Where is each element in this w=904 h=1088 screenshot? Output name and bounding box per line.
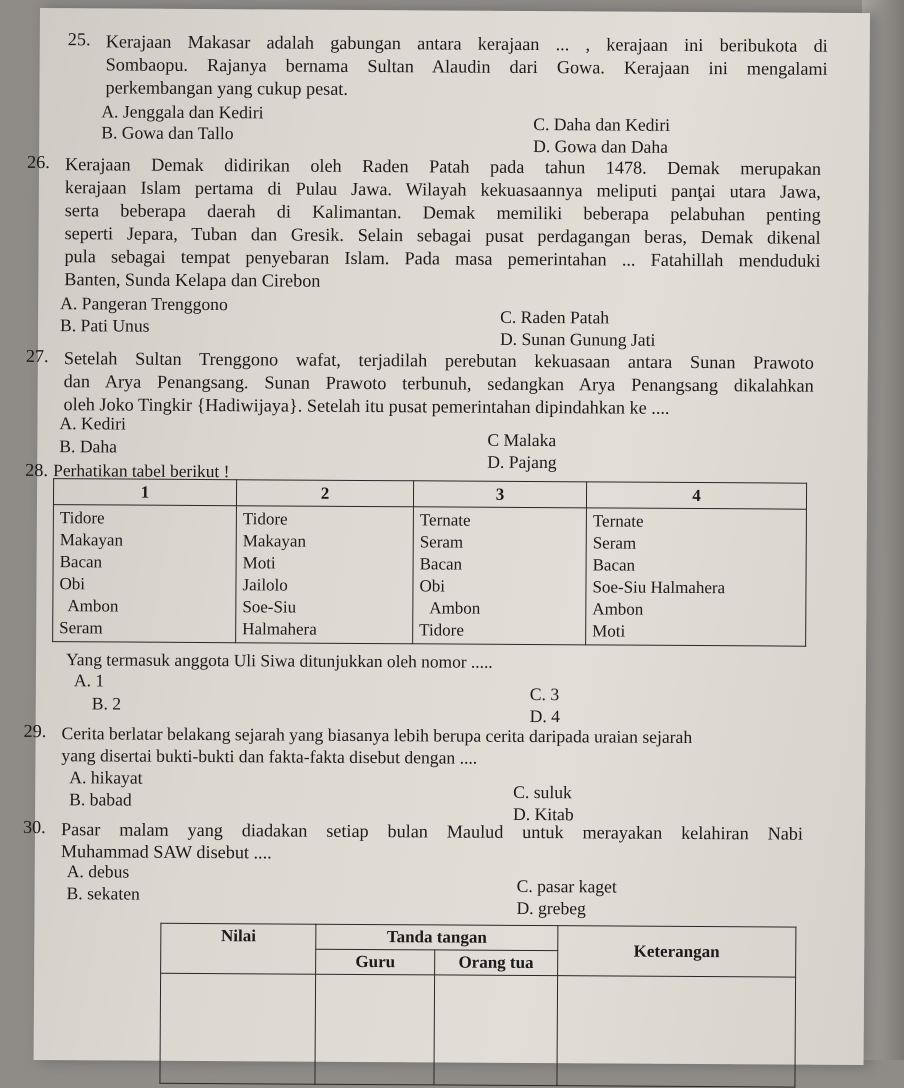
col4-item: Bacan — [592, 555, 636, 575]
q25-number: 25. — [67, 29, 91, 50]
q25-option-c[interactable]: C. Daha dan Kediri — [533, 114, 671, 135]
q30-option-b[interactable]: B. sekaten — [66, 883, 140, 904]
col2-item: Makayan — [242, 531, 307, 551]
col2-item: Jailolo — [242, 575, 288, 595]
q30-line-1: Pasar malam yang diadakan setiap bulan Maulud untuk merayakan kelahiran Nabi — [60, 819, 804, 844]
q27-option-d[interactable]: D. Pajang — [487, 451, 557, 473]
q26-option-a[interactable]: A. Pangeran Trenggono — [60, 293, 228, 315]
score-nilai-header: Nilai — [161, 923, 317, 974]
col3-item: Obi — [419, 576, 446, 596]
q28-option-b[interactable]: B. 2 — [91, 693, 122, 714]
q29-option-b[interactable]: B. babad — [69, 789, 132, 810]
q25-line-2: Sombaopu. Rajanya bernama Sultan Alaudin dari Gowa. Kerajaan ini mengalami — [105, 54, 828, 79]
col4-item: Ambon — [592, 599, 644, 619]
table-column-2 — [236, 506, 414, 644]
q26-option-b[interactable]: B. Pati Unus — [60, 315, 150, 336]
score-orangtua-cell[interactable] — [434, 975, 557, 1086]
q26-number: 26. — [26, 151, 50, 173]
col3-item: Ambon — [429, 598, 481, 618]
q26-option-d[interactable]: D. Sunan Gunung Jati — [499, 328, 656, 350]
table-header-3: 3 — [413, 481, 586, 508]
col4-item: Seram — [592, 533, 637, 553]
col1-item: Obi — [59, 574, 86, 594]
q28-option-a[interactable]: A. 1 — [73, 670, 105, 691]
table-header-1: 1 — [53, 479, 236, 506]
q28-option-c[interactable]: C. 3 — [529, 684, 560, 705]
q30-line-2: Muhammad SAW disebut .... — [60, 841, 272, 863]
col3-item: Tidore — [419, 620, 464, 640]
col1-item: Makayan — [59, 530, 124, 550]
score-keterangan-header: Keterangan — [557, 926, 796, 977]
score-signature-header: Tanda tangan — [316, 924, 558, 950]
q26-line-6: Banten, Sunda Kelapa dan Cirebon — [64, 269, 321, 291]
q29-option-d[interactable]: D. Kitab — [513, 803, 574, 825]
q26-line-2: kerajaan Islam pertama di Pulau Jawa. Wilayah kekuasaannya meliputi panţai utara Jawa, — [64, 177, 821, 202]
col4-item: Soe-Siu Halmahera — [592, 577, 726, 598]
q25-option-d[interactable]: D. Gowa dan Daha — [533, 136, 669, 157]
col4-item: Ternate — [592, 511, 644, 531]
q25-line-1: Kerajaan Makasar adalah gabungan antara kerajaan ... , kerajaan ini beribukota di — [105, 31, 828, 56]
score-guru-header: Guru — [316, 949, 435, 975]
score-orangtua-header: Orang tua — [435, 950, 558, 976]
col1-item: Tidore — [59, 508, 105, 528]
col2-item: Tidore — [242, 509, 288, 529]
q27-number: 27. — [25, 345, 49, 367]
q26-line-5: pula sebagai tempat penyebaran Islam. Pada masa pemerintahan ... Fatahillah menduduki — [64, 246, 821, 271]
q27-line-2: dan Arya Penangsang. Sunan Prawoto terbunuh, sedangkan Arya Penangsang dikalahkan — [63, 371, 814, 396]
table-header-2: 2 — [236, 480, 413, 507]
q25-option-a[interactable]: A. Jenggala dan Kediri — [101, 101, 264, 123]
table-column-3 — [413, 507, 587, 645]
col3-item: Ternate — [419, 510, 471, 530]
col1-item: Seram — [59, 618, 103, 638]
q27-option-c[interactable]: C Malaka — [487, 429, 557, 451]
col4-item: Moti — [592, 621, 626, 641]
col2-item: Moti — [242, 553, 276, 573]
q30-option-d[interactable]: D. grebeg — [516, 897, 586, 919]
q26-line-4: seperti Jepara, Tuban dan Gresik. Selain sebagai pusat perdagangan beras, Demak dikenal — [64, 223, 821, 248]
col3-item: Bacan — [419, 554, 463, 574]
score-keterangan-cell[interactable] — [557, 976, 796, 1087]
q28-intro: Perhatikan tabel berikut ! — [53, 460, 230, 482]
col2-item: Halmahera — [242, 619, 317, 639]
q28-option-d[interactable]: D. 4 — [529, 706, 561, 727]
q29-line-2: yang disertai bukti-bukti dan fakta-fakta disebut dengan .... — [61, 745, 478, 768]
q27-option-a[interactable]: A. Kediri — [59, 413, 126, 434]
q27-option-b[interactable]: B. Daha — [59, 436, 118, 457]
score-guru-cell[interactable] — [315, 974, 434, 1085]
q25-line-3: perkembangan yang cukup pesat. — [105, 77, 348, 99]
col1-item: Ambon — [67, 596, 119, 616]
q29-option-c[interactable]: C. suluk — [513, 781, 572, 803]
worksheet-page — [22, 8, 870, 1065]
q28-question: Yang termasuk anggota Uli Siwa ditunjukkan oleh nomor ..... — [65, 649, 493, 672]
col2-item: Soe-Siu — [242, 597, 297, 617]
table-column-1 — [53, 505, 237, 643]
q27-line-3: oleh Joko Tingkir {Hadiwijaya}. Setelah itu pusat pemerintahan dipindahkan ke .... — [63, 394, 670, 418]
q28-kingdom-table — [52, 478, 807, 647]
q29-line-1: Cerita berlatar belakang sejarah yang biasanya lebih berupa cerita daripada uraian sejarah — [61, 723, 693, 747]
q26-line-1: Kerajaan Demak didirikan oleh Raden Patah pada tahun 1478. Demak merupakan — [64, 154, 822, 179]
col3-item: Seram — [419, 532, 464, 552]
q30-option-c[interactable]: C. pasar kaget — [516, 875, 617, 897]
q30-number: 30. — [22, 816, 46, 838]
table-column-4 — [586, 508, 807, 646]
table-header-4: 4 — [586, 482, 806, 509]
q28-number: 28. — [25, 459, 48, 481]
col1-item: Bacan — [59, 552, 103, 572]
q30-option-a[interactable]: A. debus — [66, 861, 130, 882]
q26-option-c[interactable]: C. Raden Patah — [500, 306, 610, 328]
score-table — [159, 923, 796, 1088]
q29-number: 29. — [23, 720, 47, 742]
q27-line-1: Setelah Sultan Trenggono wafat, terjadilah perebutan kekuasaan antara Sunan Prawoto — [63, 348, 814, 373]
q25-option-b[interactable]: B. Gowa dan Tallo — [101, 122, 234, 144]
q29-option-a[interactable]: A. hikayat — [69, 767, 143, 788]
q26-line-3: serta beberapa daerah di Kalimantan. Demak memiliki beberapa pelabuhan penting — [64, 200, 821, 225]
score-nilai-cell[interactable] — [160, 973, 316, 1084]
